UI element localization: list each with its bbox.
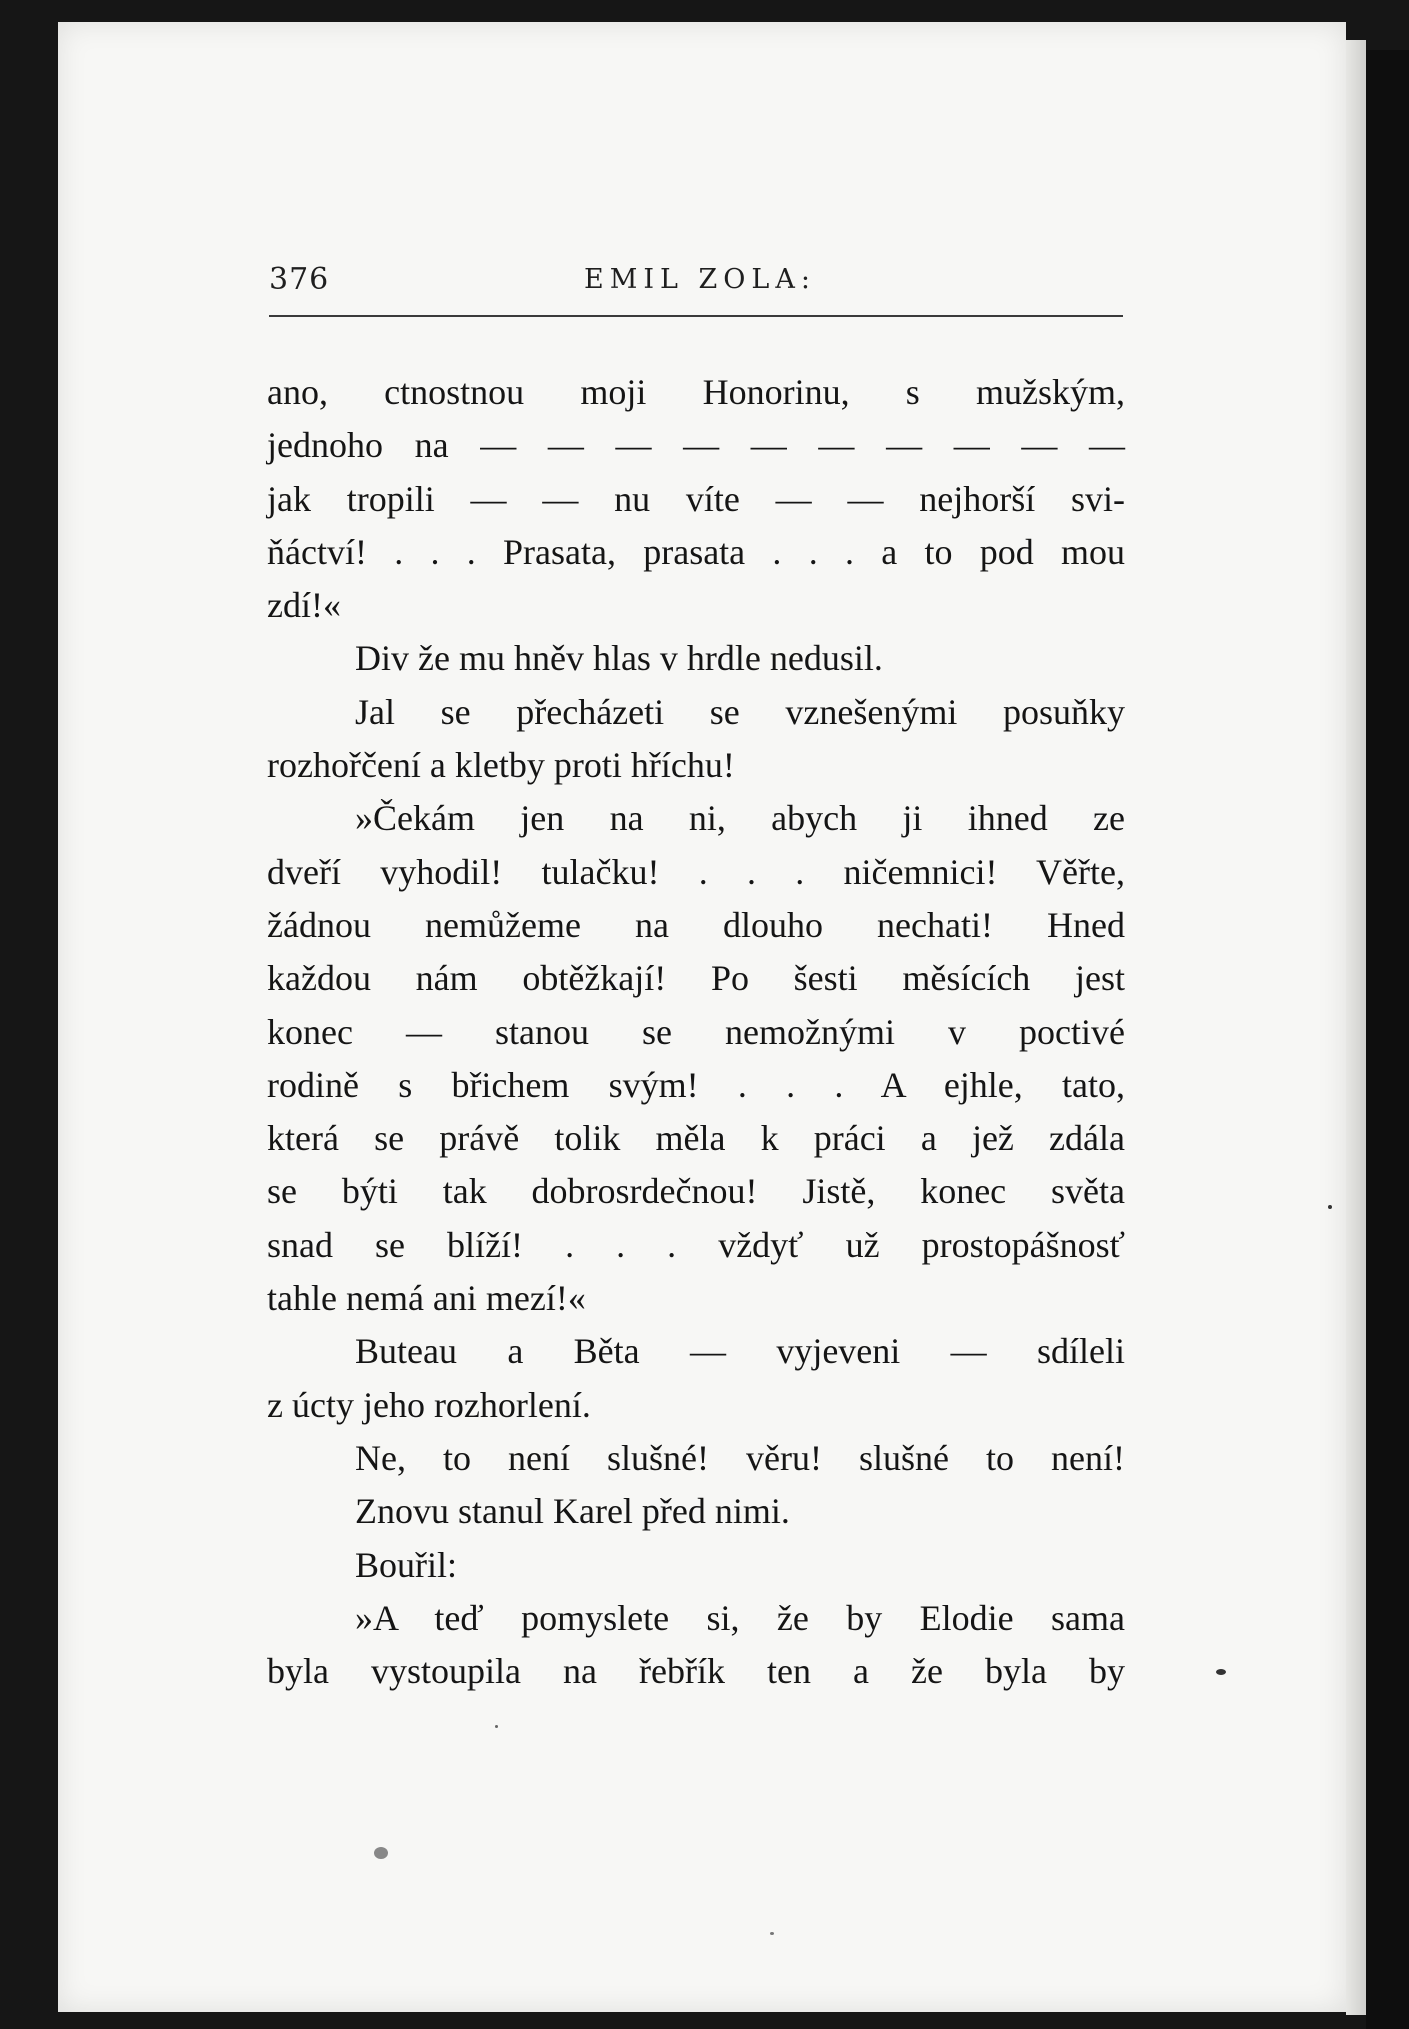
running-head: EMIL ZOLA: (584, 264, 816, 295)
text-line: Buteau a Běta — vyjeveni — sdíleli (355, 1331, 1125, 1372)
text-line: která se právě tolik měla k práci a jež zdála (267, 1118, 1125, 1159)
page-edge (1346, 40, 1366, 2015)
text-line: dveří vyhodil! tulačku! . . . ničemnici! Věřte, (267, 851, 1125, 892)
text-line: Bouřil: (355, 1544, 458, 1585)
text-line: Ne, to není slušné! věru! slušné to není! (355, 1437, 1125, 1478)
dust-speck (495, 1725, 498, 1728)
text-line: konec — stanou se nemožnými v poctivé (267, 1011, 1125, 1052)
text-line: Div že mu hněv hlas v hrdle nedusil. (355, 638, 883, 679)
text-line: rodině s břichem svým! . . . A ejhle, tato, (267, 1064, 1125, 1105)
text-line: byla vystoupila na řebřík ten a že byla by (267, 1651, 1125, 1692)
text-line: Znovu stanul Karel před nimi. (355, 1491, 790, 1532)
text-line: ňáctví! . . . Prasata, prasata . . . a to pod mou (267, 531, 1125, 572)
text-line: snad se blíží! . . . vždyť už prostopášnosť (267, 1224, 1125, 1265)
text-line: se býti tak dobrosrdečnou! Jistě, konec světa (267, 1171, 1125, 1212)
page-number: 376 (269, 262, 330, 297)
text-line: z úcty jeho rozhorlení. (267, 1384, 591, 1425)
header-rule (269, 315, 1123, 317)
text-line: tahle nemá ani mezí!« (267, 1278, 586, 1319)
body-text (267, 366, 1125, 1698)
text-line: každou nám obtěžkají! Po šesti měsících jest (267, 958, 1125, 999)
text-line: »A teď pomyslete si, že by Elodie sama (355, 1597, 1125, 1638)
text-line: »Čekám jen na ni, abych ji ihned ze (355, 798, 1125, 839)
text-line: jednoho na — — — — — — — — — — (267, 425, 1125, 466)
dust-speck (374, 1847, 388, 1859)
text-line: Jal se přecházeti se vznešenými posuňky (355, 691, 1125, 732)
page-header (269, 262, 1123, 302)
text-line: ano, ctnostnou moji Honorinu, s mužským, (267, 372, 1125, 412)
dust-speck (770, 1932, 774, 1935)
text-line: žádnou nemůžeme na dlouho nechati! Hned (267, 904, 1125, 945)
text-line: rozhořčení a kletby proti hříchu! (267, 745, 735, 786)
book-spine-shadow (1366, 50, 1409, 2029)
dust-speck (1328, 1205, 1332, 1209)
text-line: zdí!« (267, 585, 341, 626)
text-line: jak tropili — — nu víte — — nejhorší svi- (267, 478, 1125, 519)
dust-speck (1216, 1669, 1226, 1675)
